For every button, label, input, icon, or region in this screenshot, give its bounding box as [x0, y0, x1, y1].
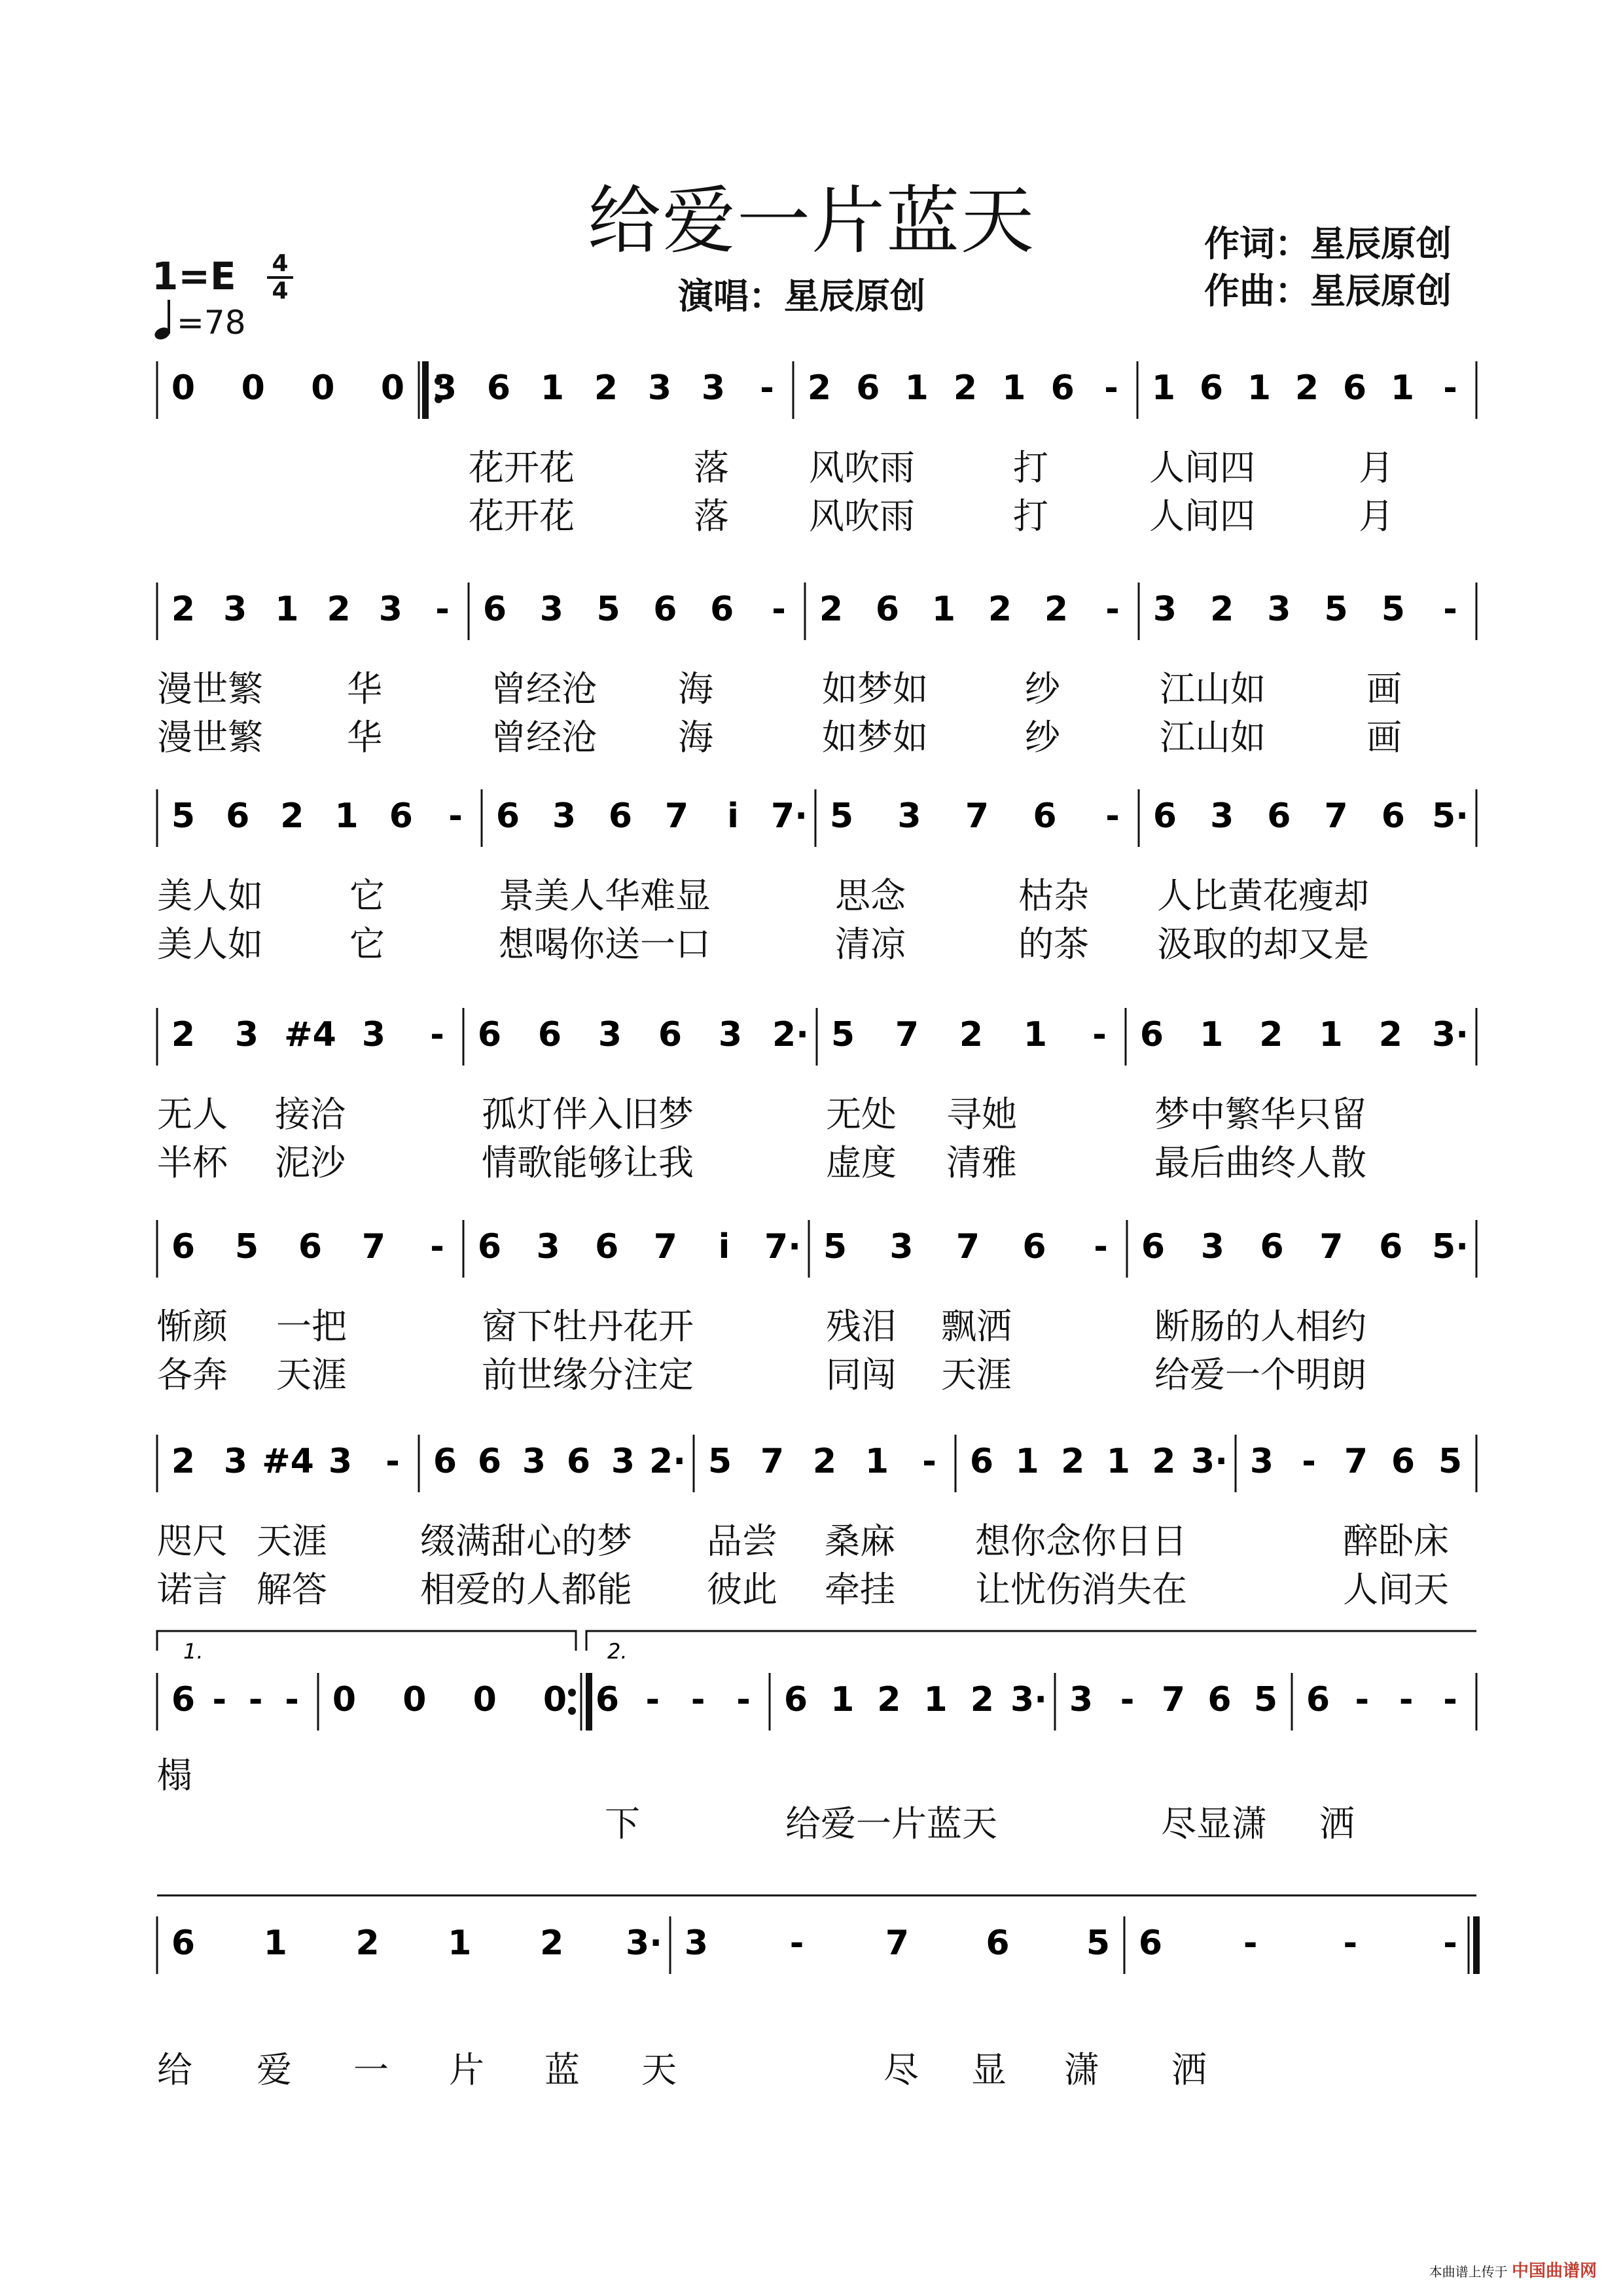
note: 6	[1141, 1227, 1166, 1266]
volta-2-bracket	[586, 1631, 1476, 1651]
note: i	[727, 797, 739, 836]
note: -	[772, 590, 786, 629]
note: -	[1105, 797, 1120, 836]
note: -	[1302, 1442, 1316, 1481]
note: 1	[1390, 368, 1415, 408]
lyric-text: 人比黄花瘦却	[1157, 875, 1369, 916]
note: 6	[986, 1924, 1010, 1963]
note: -	[285, 1680, 299, 1719]
note: 3	[889, 1227, 914, 1266]
lyric-text: 它	[349, 924, 385, 965]
lyric-text: 相爱的人都能	[420, 1569, 632, 1610]
lyric-text: 美人如	[157, 924, 263, 965]
lyric-text: 醉卧床	[1343, 1520, 1449, 1562]
composer-credit: 作曲：星辰原创	[1204, 270, 1452, 312]
note: 5	[830, 1015, 855, 1054]
note: -	[645, 1680, 660, 1719]
lyric-text: 花开花	[469, 447, 575, 488]
note: -	[1092, 1015, 1107, 1054]
note: 7	[653, 1227, 677, 1266]
note: 3	[552, 797, 577, 836]
note: 6	[1022, 1227, 1046, 1266]
note: 3	[611, 1442, 635, 1481]
note: 3	[701, 368, 726, 408]
note: -	[1243, 1924, 1258, 1963]
note: 1	[275, 590, 299, 629]
note: 7·	[771, 797, 808, 836]
lyric-text: 给爱一个明朗	[1154, 1354, 1366, 1395]
note: 0	[402, 1680, 427, 1719]
note: 2	[327, 590, 351, 629]
note: 3	[684, 1924, 709, 1963]
note: 6	[1207, 1680, 1232, 1719]
lyric-text: 洒	[1171, 2049, 1207, 2090]
note: 1	[830, 1680, 855, 1719]
note: 5	[1086, 1924, 1111, 1963]
lyric-text: 爱	[257, 2049, 292, 2090]
note: 5	[707, 1442, 732, 1481]
note: 6	[595, 1227, 619, 1266]
lyric-text: 人间四	[1149, 447, 1255, 488]
lyric-text: 如梦如	[822, 717, 928, 758]
note: 2	[953, 368, 978, 408]
note: 6	[875, 590, 900, 629]
note: 2	[959, 1015, 984, 1054]
note: 6	[1152, 797, 1177, 836]
note: 5·	[1432, 1227, 1469, 1266]
note: -	[1443, 1924, 1457, 1963]
note: 3	[536, 1227, 560, 1266]
lyric-text: 漫世繁	[157, 668, 263, 709]
note: 1	[540, 368, 565, 408]
note: 7	[1324, 797, 1348, 836]
note: 7	[965, 797, 990, 836]
lyric-text: 残泪	[826, 1306, 897, 1347]
lyric-text: 窗下牡丹花开	[482, 1306, 694, 1347]
note: 1	[448, 1924, 472, 1963]
lyric-text: 华	[347, 717, 382, 758]
note: -	[1443, 368, 1457, 408]
lyric-text: 梦中繁华只留	[1154, 1094, 1366, 1135]
note: 3	[522, 1442, 546, 1481]
footer-brand: 中国曲谱网	[1511, 2261, 1597, 2281]
note: 2	[1210, 590, 1234, 629]
lyric-text: 彼此	[707, 1569, 777, 1610]
volta-1-label: 1.	[183, 1639, 204, 1664]
note: 1	[1200, 1015, 1224, 1054]
note: #4	[284, 1015, 336, 1054]
lyric-text: 月	[1359, 495, 1394, 537]
lyric-text: 下	[605, 1803, 640, 1844]
note: 1	[1319, 1015, 1343, 1054]
note: 0	[473, 1680, 497, 1719]
note: 6	[1260, 1227, 1284, 1266]
lyric-text: 飘洒	[941, 1306, 1012, 1347]
note: 6	[783, 1680, 808, 1719]
note: 6	[1033, 797, 1057, 836]
lyric-text: 尽	[883, 2049, 919, 2090]
lyric-text: 的茶	[1018, 924, 1089, 965]
lyric-text: 最后曲终人散	[1154, 1142, 1366, 1183]
lyric-text: 榻	[157, 1755, 192, 1796]
lyric-text: 品尝	[707, 1520, 777, 1562]
time-signature-top: 4	[267, 251, 293, 279]
note: -	[212, 1680, 227, 1719]
note: 2	[1044, 590, 1069, 629]
lyric-text: 纱	[1025, 717, 1060, 758]
note: -	[1120, 1680, 1135, 1719]
lyric-text: 无人	[157, 1094, 228, 1135]
note: 6	[1138, 1924, 1163, 1963]
note: 2	[988, 590, 1012, 629]
note: 6	[653, 590, 677, 629]
note: 1	[1002, 368, 1026, 408]
note: 6	[856, 368, 880, 408]
lyric-text: 美人如	[157, 875, 263, 916]
lyric-text: 风吹雨	[809, 447, 915, 488]
note: 6	[710, 590, 734, 629]
note: 7	[1161, 1680, 1186, 1719]
note: -	[760, 368, 774, 408]
lyric-text: 纱	[1025, 668, 1060, 709]
lyric-text: 天涯	[257, 1520, 327, 1562]
note: 1	[1106, 1442, 1130, 1481]
note: 6	[477, 1227, 502, 1266]
note: -	[1105, 590, 1120, 629]
note: 6	[1379, 1227, 1403, 1266]
note: 3	[433, 368, 457, 408]
lyric-text: 海	[678, 717, 713, 758]
note: 0	[311, 368, 335, 408]
note: 7	[895, 1015, 919, 1054]
lyric-text: 情歌能够让我	[482, 1142, 694, 1183]
note: 1	[1015, 1442, 1039, 1481]
note: 2	[1294, 368, 1319, 408]
lyric-text: 思念	[835, 875, 906, 916]
note: 6	[482, 590, 507, 629]
volta-2-label: 2.	[607, 1639, 628, 1664]
lyric-text: 枯杂	[1018, 875, 1089, 916]
song-title: 给爱一片蓝天	[588, 179, 1035, 264]
lyric-text: 咫尺	[157, 1520, 228, 1562]
note: 2·	[649, 1442, 686, 1481]
note: 0	[543, 1680, 567, 1719]
note: 6	[1267, 797, 1291, 836]
lyric-text: 给	[157, 2049, 192, 2090]
lyric-text: 诺言	[157, 1569, 228, 1610]
lyric-text: 打	[1013, 447, 1048, 488]
note: 3·	[626, 1924, 662, 1963]
note: 3	[1249, 1442, 1274, 1481]
note: 1	[931, 590, 956, 629]
note: 6	[389, 797, 413, 836]
note: -	[736, 1680, 751, 1719]
note: 7	[760, 1442, 785, 1481]
note: 3	[223, 1442, 248, 1481]
note: 6	[495, 797, 520, 836]
lyric-text: 惭颜	[157, 1306, 228, 1347]
note: 5	[823, 1227, 847, 1266]
note: 1	[334, 797, 359, 836]
note: 6	[1139, 1015, 1164, 1054]
note: 1	[904, 368, 929, 408]
lyric-text: 虚度	[826, 1142, 897, 1183]
lyric-text: 人间天	[1343, 1569, 1449, 1610]
note: 5	[1253, 1680, 1278, 1719]
note: 3	[328, 1442, 353, 1481]
note: 3	[1210, 797, 1234, 836]
lyric-text: 接洽	[275, 1094, 346, 1135]
tempo-value: =78	[177, 304, 246, 342]
note: -	[690, 1680, 705, 1719]
note: 2	[171, 1015, 196, 1054]
lyric-text: 一	[353, 2049, 389, 2090]
note: 3	[1069, 1680, 1094, 1719]
note: 2	[594, 368, 618, 408]
note: 1	[1151, 368, 1176, 408]
note: 3·	[1010, 1680, 1047, 1719]
note: 5·	[1432, 797, 1469, 836]
note: -	[248, 1680, 263, 1719]
note: 7	[1319, 1227, 1344, 1266]
lyric-text: 曾经沧	[491, 668, 597, 709]
note: 3	[897, 797, 921, 836]
note: 3	[361, 1015, 386, 1054]
note: 6	[1342, 368, 1367, 408]
note: 6	[1050, 368, 1075, 408]
lyric-text: 半杯	[157, 1142, 228, 1183]
note: 5	[234, 1227, 259, 1266]
lyric-text: 汲取的却又是	[1157, 924, 1369, 965]
lyric-text: 海	[678, 668, 713, 709]
note: -	[448, 797, 463, 836]
note: 6	[433, 1442, 457, 1481]
note: 2	[812, 1442, 837, 1481]
note: 2	[819, 590, 844, 629]
note: 3	[223, 590, 247, 629]
note: 7	[361, 1227, 386, 1266]
lyric-text: 清凉	[835, 924, 906, 965]
note: 6	[171, 1227, 196, 1266]
lyric-text: 前世缘分注定	[482, 1354, 694, 1395]
note: -	[922, 1442, 936, 1481]
lyric-text: 月	[1359, 447, 1394, 488]
lyric-text: 华	[347, 668, 382, 709]
lyric-text: 江山如	[1160, 668, 1266, 709]
lyric-text: 断肠的人相约	[1154, 1306, 1366, 1347]
note: 6	[171, 1924, 196, 1963]
repeat-dot	[568, 1707, 576, 1715]
note: i	[718, 1227, 730, 1266]
note: 7	[955, 1227, 980, 1266]
note: 6	[595, 1680, 620, 1719]
lyric-text: 天	[641, 2049, 677, 2090]
note: -	[430, 1015, 444, 1054]
note: 2	[1061, 1442, 1085, 1481]
lyric-text: 一把	[276, 1306, 347, 1347]
note: -	[1443, 590, 1457, 629]
note: 1	[1247, 368, 1272, 408]
lyric-text: 潇	[1064, 2049, 1099, 2090]
note: 7	[885, 1924, 910, 1963]
singer-credit: 演唱：星辰原创	[678, 276, 925, 317]
lyric-text: 想你念你日日	[975, 1520, 1187, 1562]
note: -	[789, 1924, 804, 1963]
note: 6	[171, 1680, 196, 1719]
note: 0	[171, 368, 196, 408]
time-signature-bottom: 4	[272, 278, 289, 304]
lyric-text: 景美人华难显	[499, 875, 711, 916]
lyric-text: 寻她	[946, 1094, 1017, 1135]
note: 6	[1381, 797, 1405, 836]
note: 6	[608, 797, 633, 836]
note: -	[1104, 368, 1118, 408]
footer	[1429, 2257, 1597, 2282]
note: 0	[332, 1680, 357, 1719]
note: 6	[477, 1442, 502, 1481]
lyric-text: 牵挂	[825, 1569, 895, 1610]
note: 5	[829, 797, 854, 836]
note: 7·	[764, 1227, 801, 1266]
lyric-text: 曾经沧	[491, 717, 597, 758]
note: #4	[262, 1442, 314, 1481]
note: 6	[537, 1015, 562, 1054]
note: 1	[923, 1680, 948, 1719]
note: 6	[226, 797, 250, 836]
note: 2	[877, 1680, 901, 1719]
note: -	[385, 1442, 400, 1481]
lyric-text: 蓝	[544, 2049, 580, 2090]
note: -	[1399, 1680, 1414, 1719]
lyric-text: 显	[971, 2049, 1007, 2090]
lyric-text: 天涯	[276, 1354, 347, 1395]
note: 6	[1306, 1680, 1330, 1719]
lyric-text: 清雅	[946, 1142, 1017, 1183]
note: 3·	[1191, 1442, 1228, 1481]
lyric-text: 落	[694, 447, 729, 488]
note: -	[435, 590, 450, 629]
lyric-text: 解答	[257, 1569, 327, 1610]
note: 2	[1259, 1015, 1283, 1054]
lyric-text: 无处	[826, 1094, 897, 1135]
key-signature: 1=E	[152, 254, 236, 298]
note: 6	[477, 1015, 502, 1054]
lyric-text: 片	[449, 2049, 484, 2090]
lyric-text: 让忧伤消失在	[975, 1569, 1187, 1610]
note: 2	[970, 1680, 994, 1719]
lyric-text: 各奔	[157, 1354, 228, 1395]
note: -	[1343, 1924, 1358, 1963]
lyricist-credit: 作词：星辰原创	[1204, 223, 1452, 264]
lyric-text: 人间四	[1149, 495, 1255, 537]
note: 1	[1023, 1015, 1048, 1054]
lyric-text: 江山如	[1160, 717, 1266, 758]
note: 3	[1267, 590, 1291, 629]
note: 1	[865, 1442, 889, 1481]
note: 3·	[1432, 1015, 1469, 1054]
note: 6	[1391, 1442, 1416, 1481]
note: 3	[647, 368, 672, 408]
lyric-text: 漫世繁	[157, 717, 263, 758]
note: 6	[1199, 368, 1224, 408]
lyric-text: 给爱一片蓝天	[785, 1803, 997, 1844]
note: 3	[234, 1015, 259, 1054]
footer-text: 本曲谱上传于	[1429, 2264, 1508, 2280]
lyric-text: 画	[1366, 668, 1402, 709]
lyric-text: 花开花	[469, 495, 575, 537]
note: 3	[1200, 1227, 1224, 1266]
lyric-text: 缀满甜心的梦	[420, 1520, 632, 1562]
note: 5	[1324, 590, 1348, 629]
note: 5	[1438, 1442, 1463, 1481]
lyric-text: 天涯	[941, 1354, 1012, 1395]
note: 2	[1378, 1015, 1402, 1054]
lyric-text: 桑麻	[825, 1520, 895, 1562]
note: 2	[355, 1924, 380, 1963]
note: 3	[1152, 590, 1177, 629]
lyric-text: 想喝你送一口	[499, 924, 711, 965]
lyric-text: 打	[1013, 495, 1048, 537]
note: 6	[566, 1442, 591, 1481]
note: 3	[597, 1015, 622, 1054]
note: 6	[969, 1442, 994, 1481]
note: 2	[280, 797, 304, 836]
note: -	[1094, 1227, 1108, 1266]
note: 2·	[772, 1015, 809, 1054]
note: 5	[596, 590, 620, 629]
lyric-text: 同闯	[826, 1354, 897, 1395]
note: -	[430, 1227, 444, 1266]
lyric-text: 风吹雨	[809, 495, 915, 537]
note: -	[1443, 1680, 1457, 1719]
note: -	[1355, 1680, 1370, 1719]
note: 7	[1344, 1442, 1368, 1481]
lyric-text: 落	[694, 495, 729, 537]
note: 2	[540, 1924, 564, 1963]
volta-1-bracket	[157, 1631, 576, 1651]
note: 6	[658, 1015, 683, 1054]
lyric-text: 孤灯伴入旧梦	[482, 1094, 694, 1135]
note: 5	[171, 797, 196, 836]
lyric-text: 泥沙	[275, 1142, 346, 1183]
note: 2	[807, 368, 832, 408]
note: 5	[1381, 590, 1405, 629]
note: 3	[539, 590, 563, 629]
lyric-text: 尽显潇	[1161, 1803, 1267, 1844]
note: 2	[171, 1442, 196, 1481]
note: 6	[298, 1227, 323, 1266]
repeat-dot	[568, 1689, 576, 1696]
lyric-text: 如梦如	[822, 668, 928, 709]
lyric-text: 它	[349, 875, 385, 916]
lyric-text: 洒	[1319, 1803, 1355, 1844]
note: 0	[380, 368, 405, 408]
note: 6	[486, 368, 511, 408]
note: 3	[718, 1015, 743, 1054]
note: 2	[171, 590, 196, 629]
note: 1	[263, 1924, 287, 1963]
lyric-text: 画	[1366, 717, 1402, 758]
note: 0	[241, 368, 265, 408]
note: 7	[664, 797, 689, 836]
note: 2	[1152, 1442, 1176, 1481]
note: 3	[378, 590, 402, 629]
